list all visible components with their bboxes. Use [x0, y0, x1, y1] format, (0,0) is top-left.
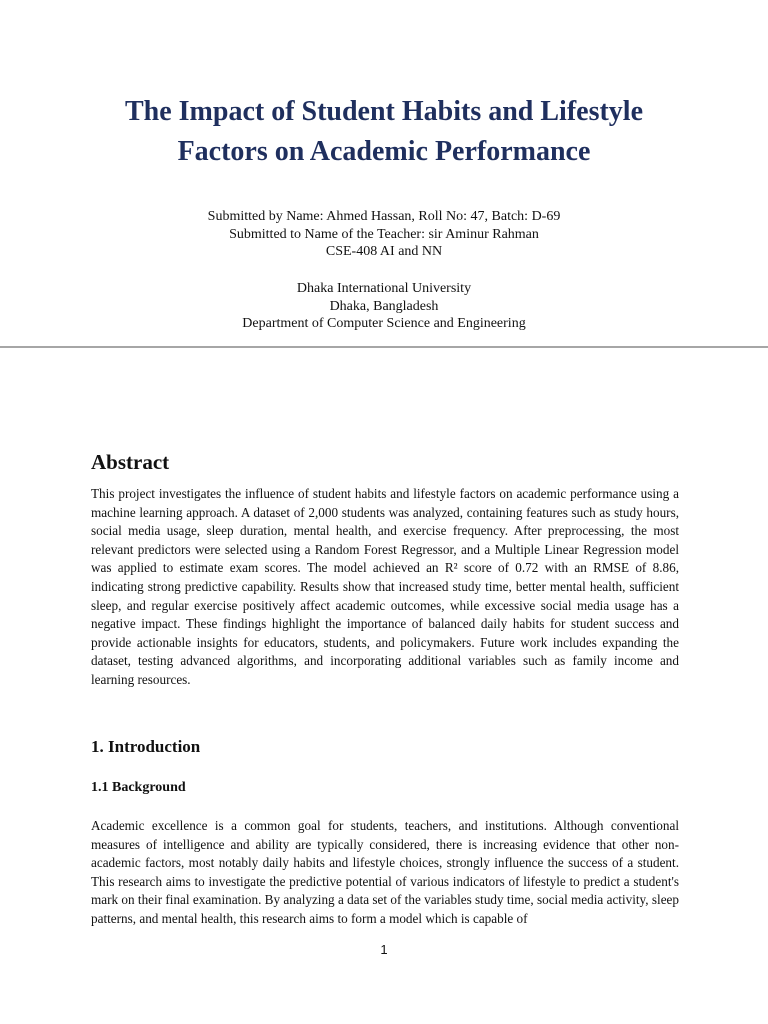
abstract-heading: Abstract — [91, 450, 170, 474]
page-number: 1 — [380, 942, 388, 957]
submitted-to: Submitted to Name of the Teacher: sir Aminur Rahman — [229, 226, 539, 242]
title-line: Factors on Academic Performance — [177, 136, 591, 167]
course-code: CSE-408 AI and NN — [325, 244, 443, 259]
document-title — [60, 92, 708, 172]
introduction-heading: 1. Introduction — [91, 737, 201, 756]
department-name: Department of Computer Science and Engineering — [242, 316, 526, 331]
background-heading: 1.1 Background — [91, 780, 186, 795]
title-line: The Impact of Student Habits and Lifestyle — [124, 96, 644, 127]
submission-info — [100, 208, 668, 261]
institution-info — [100, 280, 668, 333]
university-name: Dhaka International University — [296, 281, 472, 296]
header-divider — [0, 346, 768, 348]
abstract-text: This project investigates the influence of student habits and lifestyle factors on academic performance using a machine learning approach. A dataset of 2,000 students was analyzed, containing features such as study hours, social media usage, sleep duration, mental health, and exercise frequency. After preprocessing, the most relevant predictors were selected using a Random Forest Regressor, and a Multiple Linear Regression model was applied to estimate exam scores. The model achieved an R² score of 0.72 with an RMSE of 8.86, indicating strong predictive capability. Results show that increased study time, better mental health, sufficient sleep, and regular exercise positively affect academic outcomes, while excessive social media usage has a negative impact. These findings highlight the importance of balanced daily habits for student success and provide actionable insights for educators, students, and policymakers. Future work includes expanding the dataset, testing advanced algorithms, and incorporating additional variables such as family income and learning resources. — [91, 486, 679, 687]
background-text: Academic excellence is a common goal for students, teachers, and institutions. Although conventional measures of intelligence and ability are typically considered, there is increasing evidence that other non-academic factors, most notably daily habits and lifestyle choices, strongly influence the success of a student. This research aims to investigate the predictive potential of various indicators of lifestyle to predict a student's mark on their final examination. By analyzing a data set of the variables study time, social media activity, sleep patterns, and mental health, this research aims to form a model which is capable of — [91, 818, 679, 926]
submitted-by: Submitted by Name: Ahmed Hassan, Roll No: 47, Batch: D-69 — [207, 209, 561, 224]
university-location: Dhaka, Bangladesh — [329, 298, 439, 314]
